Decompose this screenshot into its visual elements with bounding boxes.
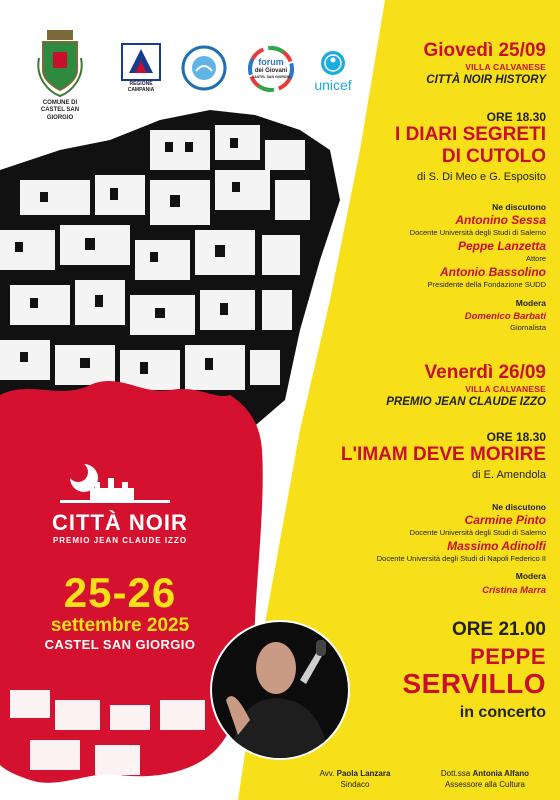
speaker-name: Antonio Bassolino [440, 265, 546, 280]
speaker-role: Docente Università degli Studi di Napoli Federico II [376, 554, 546, 563]
event1-authors: di S. Di Meo e G. Esposito [417, 171, 546, 183]
speaker-role: Docente Università degli Studi di Salerno [409, 527, 546, 537]
brand-subtitle: PREMIO JEAN CLAUDE IZZO [52, 536, 188, 545]
concert-block [402, 620, 546, 721]
moderator-name: Cristina Marra [482, 585, 546, 596]
forum-word: forum [258, 57, 284, 67]
municipality-line1: COMUNE DI [42, 100, 78, 107]
region-logo [118, 42, 164, 94]
event1-time: ORE 18.30 [486, 110, 546, 124]
brand-dates-block [0, 569, 240, 652]
event1-talk [395, 110, 546, 183]
event1-subtitle: CITTÀ NOIR HISTORY [426, 74, 546, 86]
event1-venue: VILLA CALVANESE [465, 62, 546, 72]
speaker-name: Peppe Lanzetta [457, 239, 546, 253]
event2-moderator-label: Modera [515, 571, 546, 582]
unicef-word: unicef [314, 76, 352, 93]
speaker-role: Docente Università degli Studi di Salerno [409, 227, 546, 237]
castel-san-giorgio-logo [180, 44, 228, 92]
concert-time: ORE 21.00 [452, 619, 546, 640]
festival-place: CASTEL SAN GIORGIO [44, 637, 196, 652]
event2-header [386, 362, 546, 408]
festival-month: settembre 2025 [50, 615, 190, 636]
signature-prefix: Avv. [319, 769, 335, 779]
speaker-name: Antonino Sessa [455, 212, 546, 227]
event2-discuss-label: Ne discutono [492, 502, 546, 512]
event1-discuss-label: Ne discutono [492, 202, 546, 212]
festival-dates: 25-26 [63, 569, 177, 616]
region-label: REGIONE CAMPANIA [127, 81, 155, 93]
signature-name: Paola Lanzara [336, 769, 391, 779]
forum-giovani-logo [245, 44, 297, 94]
municipality-line2: CASTEL SAN GIORGIO [40, 107, 80, 121]
brand-title: CITTÀ NOIR [52, 510, 188, 535]
region-campania-icon [121, 43, 161, 81]
forum-giovani: dei Giovani [254, 67, 288, 74]
moderator-role: Giornalista [510, 323, 546, 333]
signature-role: Assessore alla Cultura [444, 779, 526, 789]
signature-name: Antonia Alfano [472, 769, 530, 779]
municipality-logo [30, 20, 90, 130]
event1-header [423, 40, 546, 86]
event2-venue: VILLA CALVANESE [465, 384, 546, 394]
forum-place: CASTEL SAN GIORGIO [251, 74, 291, 79]
coat-of-arms-icon [35, 28, 85, 100]
event1-day: Giovedì 25/09 [423, 40, 546, 61]
speaker-name: Carmine Pinto [464, 512, 546, 527]
event2-panel [377, 502, 546, 597]
event1-moderator-label: Modera [515, 297, 546, 308]
event2-time: ORE 18.30 [486, 430, 546, 444]
event2-title: L'IMAM DEVE MORIRE [340, 444, 546, 465]
event2-day: Venerdì 26/09 [424, 362, 546, 383]
brand-title-block [0, 510, 240, 545]
event1-panel [410, 202, 546, 333]
unicef-logo [306, 44, 360, 98]
unicef-globe-icon [319, 49, 347, 77]
signature-councillor [420, 769, 550, 790]
speaker-role: Attore [525, 254, 546, 263]
signature-role: Sindaco [340, 779, 370, 789]
concert-last-name: SERVILLO [402, 668, 546, 700]
speaker-name: Massimo Adinolfi [447, 539, 546, 553]
signature-prefix: Dott.ssa [440, 769, 471, 779]
circle-seal-icon [181, 45, 227, 91]
concert-label: in concerto [459, 703, 546, 721]
event1-title-line2: DI CUTOLO [441, 146, 546, 167]
event2-author: di E. Amendola [472, 469, 546, 481]
speaker-role: Presidente della Fondazione SUDD [427, 280, 546, 290]
event2-talk [341, 430, 546, 481]
concert-first-name: PEPPE [470, 643, 546, 669]
event1-title-line1: I DIARI SEGRETI [395, 124, 546, 145]
signature-mayor [300, 769, 410, 790]
moderator-name: Domenico Barbati [464, 311, 546, 323]
event2-subtitle: PREMIO JEAN CLAUDE IZZO [386, 396, 546, 408]
